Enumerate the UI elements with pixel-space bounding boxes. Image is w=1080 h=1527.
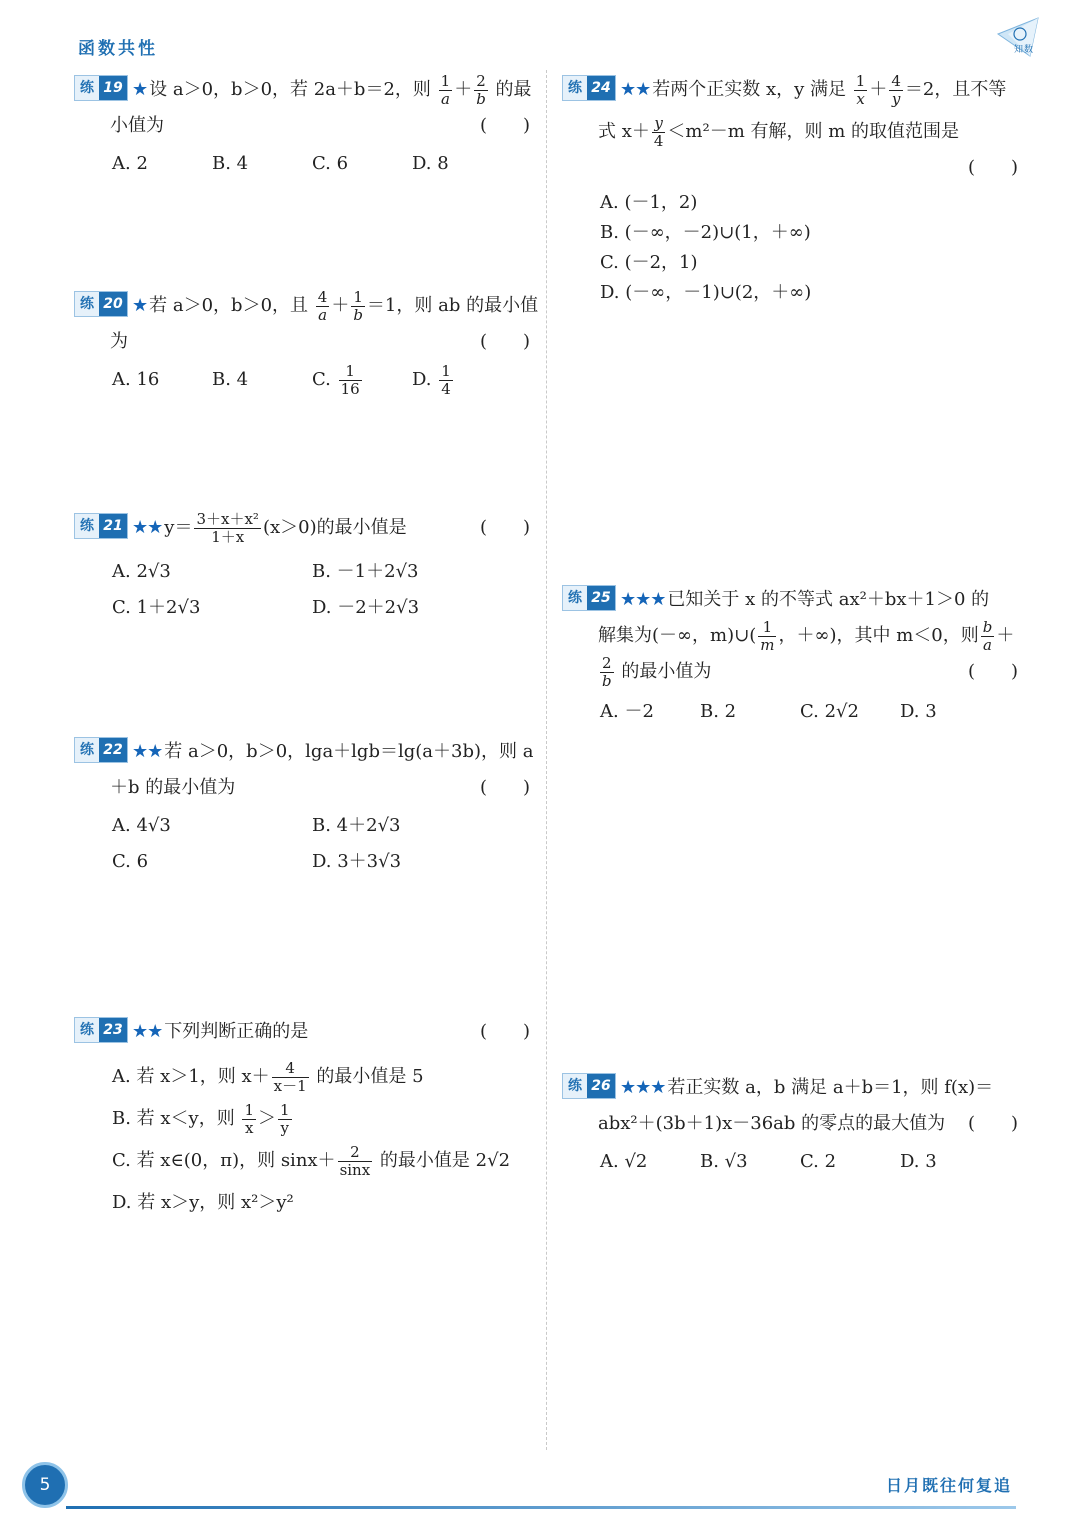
fraction: $\frac{1}{a}$ [440,71,451,108]
question-26: 练 26 ★★★ 若正实数 a，b 满足 a＋b＝1，则 f(x)＝ abx²＋(3b＋1)x－36ab 的零点的最大值为 ( ) A. √2 B. √3 C. 2 D. 3 [562,1070,1032,1180]
question-24: 练 24 ★★ 若两个正实数 x，y 满足 $\frac{1}{x}$ ＋ $\frac{4}{y}$ ＝2，且不等 式 x＋ $\frac{y}{4}$ ＜m²－m 有解，则 m 的取值范围是 ( ) A. (－1，2) B. (－∞，－2)∪(1，＋∞) C. (－2，1) D. (－∞，－1)∪(2，＋∞) [562,72,1032,308]
option-c: C. 2 [800,1151,837,1172]
option-d: D. 3＋3√3 [312,851,402,872]
fraction: $\frac{1}{b}$ [353,287,363,324]
question-22: 练 22 ★★ 若 a＞0，b＞0，lga＋lgb＝lg(a＋3b)，则 a ＋b 的最小值为 ( ) A. 4√3 B. 4＋2√3 C. 6 D. 3＋3√3 [74,734,544,880]
difficulty-stars: ★★ [132,741,163,762]
option-a: A. 2 [112,153,148,174]
answer-paren: ( ) [967,1113,1018,1134]
option-b: B. 4＋2√3 [312,815,401,836]
footer-slogan: 日月既往何复追 [886,1476,1013,1495]
question-badge: 练 21 [74,513,128,539]
fraction: $\frac{4}{y}$ [891,71,901,108]
difficulty-stars: ★★ [132,1021,163,1042]
option-a: A. (－1，2) [600,192,698,213]
options [562,188,1032,308]
option-a: A. 若 x＞1，则 x＋ $\frac{4}{x-1}$ 的最小值是 5 [112,1058,424,1095]
fraction: $\frac{1}{x}$ [855,71,866,108]
option-c: C. $\frac{1}{16}$ [312,361,360,398]
difficulty-stars: ★★ [620,79,651,100]
option-d: D. $\frac{1}{4}$ [412,361,451,398]
running-header: 函数共性 [78,39,158,59]
options [562,694,1032,730]
question-badge: 练 24 [562,75,616,101]
question-badge: 练 22 [74,737,128,763]
option-a: A. 16 [112,369,160,390]
option-d: D. －2＋2√3 [312,597,420,618]
answer-paren: ( ) [479,777,530,798]
svg-text:数: 数 [1024,45,1034,55]
option-b: B. (－∞，－2)∪(1，＋∞) [600,222,811,243]
option-b: B. 4 [212,369,249,390]
answer-paren: ( ) [967,661,1018,682]
page-number: 5 [22,1462,68,1508]
question-badge: 练 26 [562,1073,616,1099]
question-25: 练 25 ★★★ 已知关于 x 的不等式 ax²＋bx＋1＞0 的 解集为(－∞，m)∪( $\frac{1}{m}$ ，＋∞)，其中 m＜0，则 $\frac{b}{a}$ ＋ $\frac{2}{b}$ 的最小值为 ( ) A. －2 B. 2 C. 2√2 D. 3 [562,582,1032,730]
difficulty-stars: ★★★ [620,1077,666,1098]
option-b: B. 4 [212,153,249,174]
options [74,146,544,182]
fraction: $\frac{4}{a}$ [317,287,328,324]
fraction: $\frac{2}{b}$ [476,71,486,108]
option-c: C. 6 [312,153,349,174]
option-b: B. 2 [700,701,737,722]
options [74,1056,544,1224]
option-a: A. √2 [600,1151,648,1172]
difficulty-stars: ★★★ [620,589,666,610]
difficulty-stars: ★ [132,79,148,100]
option-d: D. 3 [900,1151,937,1172]
question-19: 练 19 ★ 设 a＞0，b＞0，若 2a＋b＝2，则 $\frac{1}{a}$ ＋ $\frac{2}{b}$ 的最 小值为 ( ) A. 2 B. 4 C. 6 D. 8 [74,72,544,182]
options [74,808,544,880]
options [74,554,544,626]
answer-paren: ( ) [967,157,1018,178]
option-b: B. －1＋2√3 [312,561,419,582]
option-c: C. 6 [112,851,149,872]
difficulty-stars: ★ [132,295,148,316]
answer-paren: ( ) [479,331,530,352]
answer-paren: ( ) [479,517,530,538]
answer-paren: ( ) [479,1021,530,1042]
question-badge: 练 20 [74,291,128,317]
logo-icon [994,12,1046,64]
footer-rule [66,1506,1016,1509]
option-c: C. 1＋2√3 [112,597,201,618]
svg-text:知: 知 [1014,45,1024,55]
option-d: D. 3 [900,701,937,722]
question-23: 练 23 ★★ 下列判断正确的是 ( ) A. 若 x＞1，则 x＋ $\frac{4}{x-1}$ 的最小值是 5 B. 若 x＜y，则 $\frac{1}{x}$ ＞ $\frac{1}{y}$ C. 若 x∈(0，π)，则 sinx＋ $\frac{2}{\sin x}$ 的最小值是 2√2 D. 若 x＞y，则 x²＞y² [74,1014,544,1224]
column-divider [546,70,547,1450]
option-a: A. －2 [600,701,654,722]
question-badge: 练 25 [562,585,616,611]
options [74,362,544,398]
option-c: C. (－2，1) [600,252,698,273]
option-d: D. 若 x＞y，则 x²＞y² [112,1192,294,1213]
option-c: C. 若 x∈(0，π)，则 sinx＋ $\frac{2}{\sin x}$ 的最小值是 2√2 [112,1142,511,1179]
question-badge: 练 19 [74,75,128,101]
fraction: $\frac{\text{3＋x＋x²}}{1+x}$ [196,509,259,546]
option-d: D. (－∞，－1)∪(2，＋∞) [600,282,812,303]
option-a: A. 4√3 [112,815,171,836]
question-20: 练 20 ★ 若 a＞0，b＞0，且 $\frac{4}{a}$ ＋ $\frac{1}{b}$ ＝1，则 ab 的最小值 为 ( ) A. 16 B. 4 C. $\frac{1}{16}$ D. $\frac{1}{4}$ [74,288,544,398]
answer-paren: ( ) [479,115,530,136]
options [562,1144,1032,1180]
option-b: B. 若 x＜y，则 $\frac{1}{x}$ ＞ $\frac{1}{y}$ [112,1100,290,1137]
option-b: B. √3 [700,1151,748,1172]
question-21: 练 21 ★★ y＝ $\frac{\text{3＋x＋x²}}{1+x}$ (x＞0)的最小值是 ( ) A. 2√3 B. －1＋2√3 C. 1＋2√3 D. －2＋2√3 [74,510,544,626]
option-d: D. 8 [412,153,449,174]
question-badge: 练 23 [74,1017,128,1043]
option-c: C. 2√2 [800,701,859,722]
difficulty-stars: ★★ [132,517,163,538]
option-a: A. 2√3 [112,561,171,582]
